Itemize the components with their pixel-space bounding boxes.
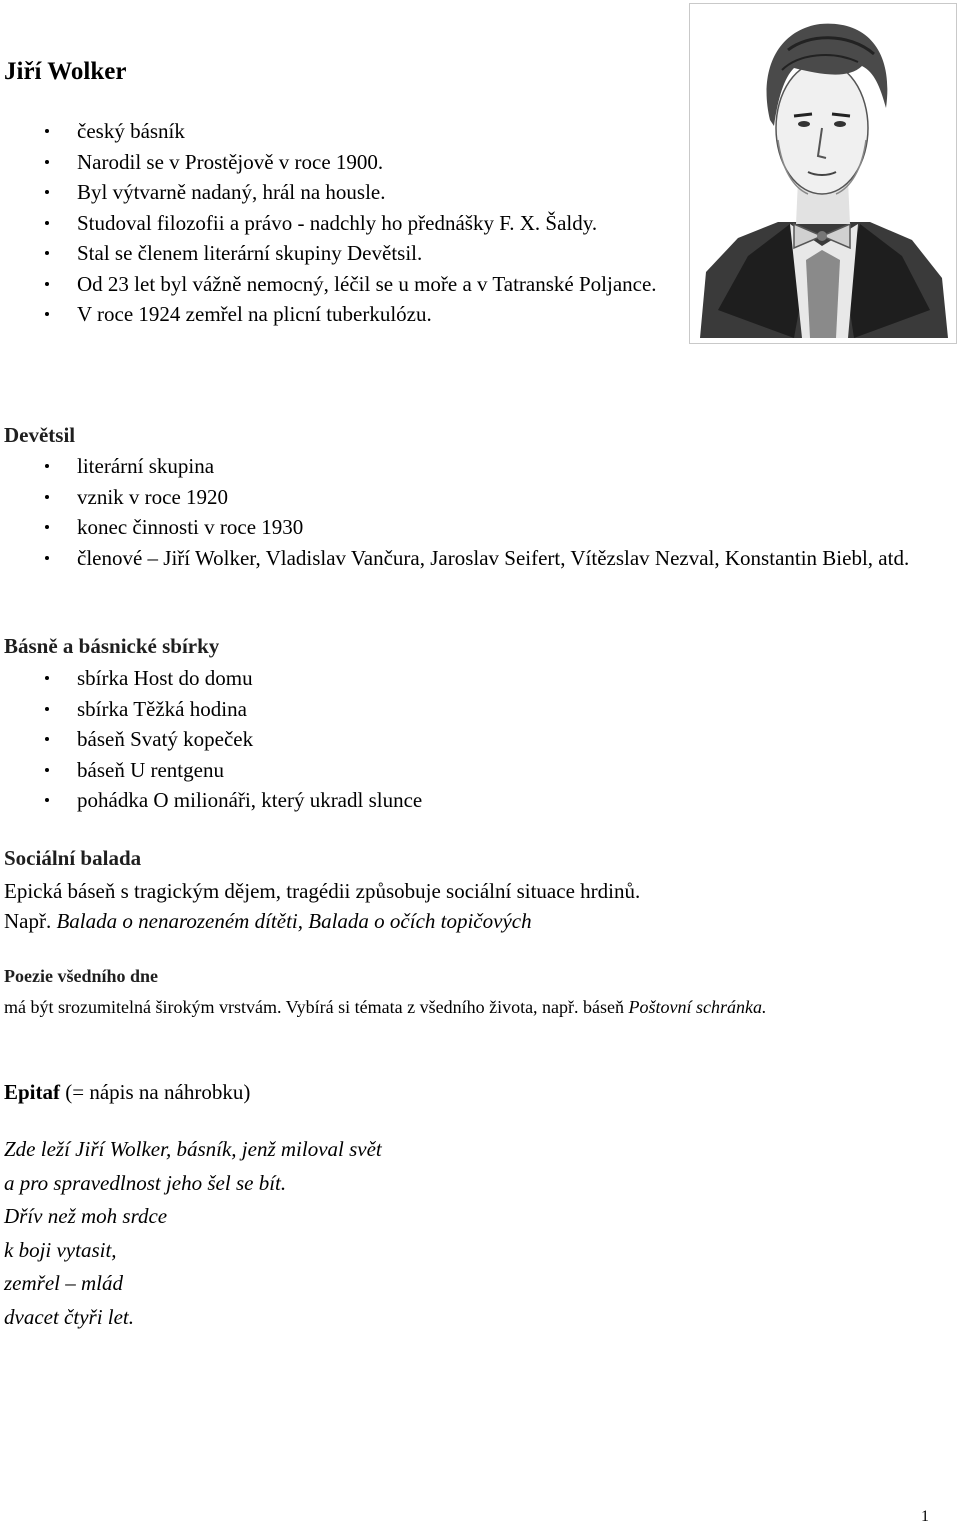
- bio-item: Narodil se v Prostějově v roce 1900.: [4, 147, 662, 178]
- section-heading-epitaph: [4, 1080, 250, 1105]
- bio-item: V roce 1924 zemřel na plicní tuberkulózu.: [4, 299, 662, 330]
- epitaph-poem: [4, 1133, 382, 1335]
- poem-line: k boji vytasit,: [4, 1237, 117, 1262]
- epitaph-heading-bold: Epitaf: [4, 1080, 61, 1104]
- section-heading-poetry: Poezie všedního dne: [4, 966, 159, 986]
- bio-item: Stal se členem literární skupiny Devětsil.: [4, 238, 662, 269]
- page-title: Jiří Wolker: [4, 58, 127, 85]
- poem-line: zemřel – mlád: [4, 1271, 123, 1296]
- poetry-text: má být srozumitelná širokým vrstvám. Vybírá si témata z všedního života, např. báseň: [4, 997, 625, 1017]
- poetry-example: Poštovní schránka.: [628, 997, 767, 1017]
- poem-line: dvacet čtyři let.: [4, 1304, 135, 1329]
- bio-item: český básník: [4, 116, 662, 147]
- poetry-description: [4, 993, 932, 1021]
- works-item: pohádka O milionáři, který ukradl slunce: [4, 785, 934, 816]
- devetsil-list: [4, 451, 934, 573]
- poem-line: Dřív než moh srdce: [4, 1204, 168, 1229]
- devetsil-item: vznik v roce 1920: [4, 482, 934, 513]
- ballad-description: Epická báseň s tragickým dějem, tragédii způsobuje sociální situace hrdinů.: [4, 879, 641, 903]
- devetsil-item: konec činnosti v roce 1930: [4, 512, 934, 543]
- ballad-examples: [4, 906, 532, 936]
- ballad-example-titles: Balada o nenarozeném dítěti, Balada o očích topičových: [56, 909, 532, 933]
- bio-item: Studoval filozofii a právo - nadchly ho přednášky F. X. Šaldy.: [4, 208, 662, 239]
- works-item: báseň U rentgenu: [4, 755, 934, 786]
- works-item: sbírka Těžká hodina: [4, 694, 934, 725]
- works-item: sbírka Host do domu: [4, 663, 934, 694]
- section-heading-devetsil: Devětsil: [4, 423, 76, 447]
- poem-line: a pro spravedlnost jeho šel se bít.: [4, 1170, 287, 1195]
- bio-item: Byl výtvarně nadaný, hrál na housle.: [4, 177, 662, 208]
- poem-line: Zde leží Jiří Wolker, básník, jenž miloval svět: [4, 1137, 382, 1161]
- section-heading-ballad: Sociální balada: [4, 846, 142, 870]
- bio-item: Od 23 let byl vážně nemocný, léčil se u moře a v Tatranské Poljance.: [4, 269, 662, 300]
- works-list: [4, 663, 934, 816]
- bio-list: [4, 116, 662, 330]
- ballad-example-prefix: Např.: [4, 909, 52, 933]
- works-item: báseň Svatý kopeček: [4, 724, 934, 755]
- portrait-image: [689, 3, 957, 344]
- epitaph-heading-rest: (= nápis na náhrobku): [60, 1080, 251, 1104]
- section-heading-works: Básně a básnické sbírky: [4, 634, 220, 658]
- devetsil-item: členové – Jiří Wolker, Vladislav Vančura, Jaroslav Seifert, Vítězslav Nezval, Konstantin Biebl, atd.: [4, 543, 934, 574]
- devetsil-item: literární skupina: [4, 451, 934, 482]
- page-number: 1: [921, 1508, 929, 1525]
